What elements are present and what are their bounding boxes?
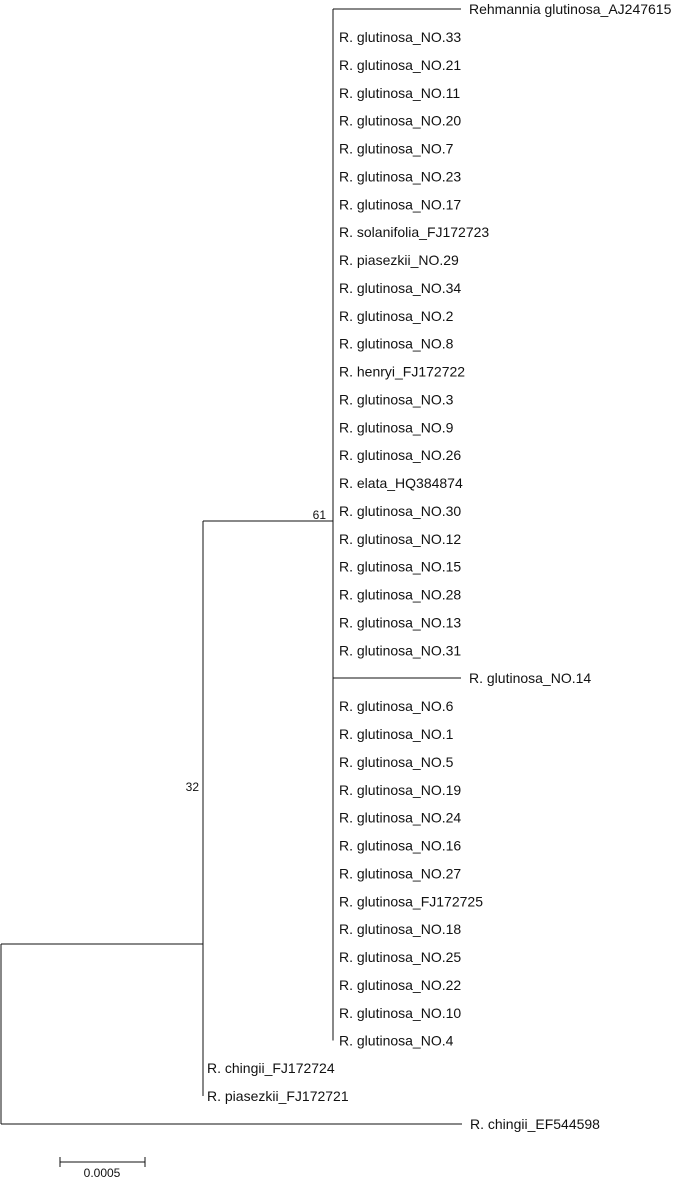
leaf-label: R. glutinosa_FJ172725: [339, 893, 483, 910]
leaf-label: R. glutinosa_NO.30: [339, 502, 462, 519]
leaf-label: R. solanifolia_FJ172723: [339, 224, 490, 241]
leaf-label: R. glutinosa_NO.21: [339, 56, 462, 73]
leaf-label: R. glutinosa_NO.11: [339, 84, 461, 101]
leaf-label: R. glutinosa_NO.18: [339, 921, 462, 938]
leaf-label: R. glutinosa_NO.15: [339, 558, 462, 575]
leaf-label: R. glutinosa_NO.28: [339, 586, 462, 603]
leaf-label: R. elata_HQ384874: [339, 475, 463, 492]
leaf-label: R. glutinosa_NO.26: [339, 447, 462, 464]
leaf-label: R. glutinosa_NO.6: [339, 698, 454, 715]
leaf-label: R. glutinosa_NO.17: [339, 196, 462, 213]
leaf-label: R. glutinosa_NO.33: [339, 29, 462, 45]
leaf-label: R. glutinosa_NO.23: [339, 168, 462, 185]
leaf-label: R. glutinosa_NO.3: [339, 391, 454, 408]
scale-bar: [60, 1157, 145, 1180]
leaf-label: R. glutinosa_NO.20: [339, 112, 462, 129]
leaf-label: R. glutinosa_NO.10: [339, 1004, 462, 1021]
leaf-label: R. glutinosa_NO.27: [339, 865, 462, 882]
bootstrap-value-32: 32: [185, 780, 199, 794]
leaf-label: R. glutinosa_NO.12: [339, 530, 462, 547]
leaf-label: R. glutinosa_NO.13: [339, 614, 462, 631]
leaf-label: R. henryi_FJ172722: [339, 363, 466, 380]
tree-labels: [207, 1, 672, 1132]
leaf-label: R. glutinosa_NO.8: [339, 335, 454, 352]
scale-bar-label: 0.0005: [83, 1166, 121, 1180]
leaf-label: R. glutinosa_NO.5: [339, 753, 454, 770]
leaf-label-outgroup: R. chingii_EF544598: [470, 1116, 600, 1132]
leaf-label-long: R. glutinosa_NO.14: [469, 670, 592, 687]
leaf-label: R. piasezkii_NO.29: [339, 252, 459, 269]
leaf-label: R. glutinosa_NO.16: [339, 837, 462, 854]
leaf-label-top: Rehmannia glutinosa_AJ247615: [469, 1, 672, 17]
leaf-label: R. glutinosa_NO.7: [339, 140, 454, 157]
leaf-label: R. glutinosa_NO.22: [339, 976, 462, 993]
leaf-label-clade-b-2: R. piasezkii_FJ172721: [207, 1088, 349, 1104]
leaf-label: R. glutinosa_NO.2: [339, 307, 454, 324]
leaf-label: R. glutinosa_NO.4: [339, 1032, 454, 1049]
leaf-label: R. glutinosa_NO.34: [339, 279, 462, 296]
leaf-label: R. glutinosa_NO.24: [339, 809, 462, 826]
bootstrap-value-61: 61: [312, 508, 326, 522]
leaf-label: R. glutinosa_NO.9: [339, 419, 454, 436]
leaf-label: R. glutinosa_NO.1: [339, 726, 454, 742]
leaf-label: R. glutinosa_NO.19: [339, 781, 462, 798]
leaf-label: R. glutinosa_NO.25: [339, 949, 462, 966]
leaf-label-clade-b-1: R. chingii_FJ172724: [207, 1060, 335, 1076]
leaf-label: R. glutinosa_NO.31: [339, 642, 462, 659]
